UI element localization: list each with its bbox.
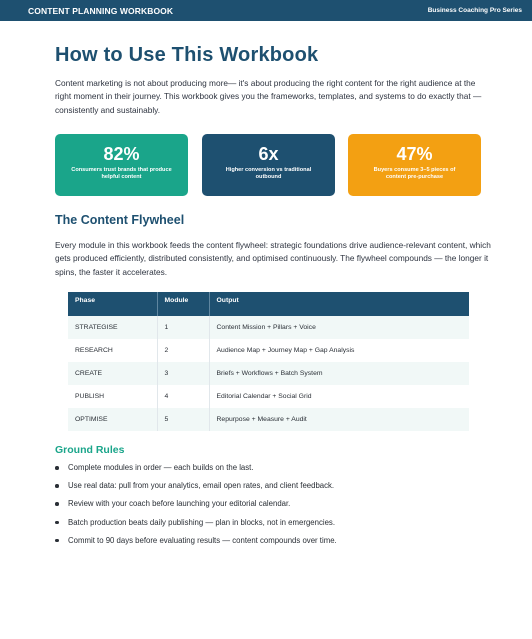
rule-text: Complete modules in order — each builds on the last. — [68, 463, 254, 472]
list-item — [55, 462, 495, 480]
flywheel-heading: The Content Flywheel — [55, 213, 185, 227]
ground-rules-heading: Ground Rules — [55, 444, 125, 456]
ground-rules-list — [55, 462, 495, 553]
module-table — [68, 292, 469, 431]
cell-module: 4 — [157, 385, 209, 408]
rule-text: Batch production beats daily publishing — plan in blocks, not in emergencies. — [68, 517, 335, 527]
table-row — [68, 408, 469, 431]
rule-text: Use real data: pull from your analytics, email open rates, and client feedback. — [68, 481, 335, 491]
list-item — [55, 498, 495, 516]
cell-output: Content Mission + Pillars + Voice — [209, 316, 469, 339]
list-item — [55, 517, 495, 535]
workbook-brand: CONTENT PLANNING WORKBOOK — [28, 5, 174, 16]
table-row — [68, 316, 469, 339]
page-title: How to Use This Workbook — [55, 44, 319, 66]
series-name: Business Coaching Pro Series — [427, 7, 522, 14]
stat-label: Buyers consume 3–5 pieces of content pre-purchase — [373, 167, 456, 181]
bullet-icon — [55, 484, 59, 488]
stat-label: Higher conversion vs traditional outbound — [225, 167, 312, 181]
cell-output: Repurpose + Measure + Audit — [209, 408, 469, 431]
cell-module: 1 — [157, 316, 209, 339]
header-bar — [0, 0, 532, 21]
cell-phase: PUBLISH — [68, 385, 157, 408]
table-row — [68, 339, 469, 362]
cell-module: 5 — [157, 408, 209, 431]
list-item — [55, 535, 495, 553]
cell-phase: RESEARCH — [68, 339, 157, 362]
column-header-output: Output — [209, 292, 469, 316]
cell-output: Editorial Calendar + Social Grid — [216, 393, 312, 400]
cell-module: 3 — [157, 362, 209, 385]
stat-value: 6x — [258, 144, 279, 164]
intro-paragraph: Content marketing is not about producing more— it's about producing the right content for the right audience at the right moment in their journey. This workbook gives you the frameworks, templates, and systems to do exactly that — consistently and sustainably. — [55, 78, 482, 115]
table-row — [68, 362, 469, 385]
bullet-icon — [55, 466, 59, 470]
bullet-icon — [55, 539, 59, 543]
cell-phase: OPTIMISE — [68, 408, 157, 431]
cell-module: 2 — [157, 339, 209, 362]
rule-text: Commit to 90 days before evaluating results — content compounds over time. — [68, 535, 337, 545]
table-row — [68, 385, 469, 408]
list-item — [55, 480, 495, 498]
column-header-module: Module — [157, 292, 209, 316]
table-header-row — [68, 292, 469, 316]
bullet-icon — [55, 502, 59, 506]
rule-text: Review with your coach before launching your editorial calendar. — [68, 499, 291, 509]
cell-output: Audience Map + Journey Map + Gap Analysis — [216, 347, 355, 354]
cell-phase: STRATEGISE — [68, 316, 157, 339]
cell-output: Briefs + Workflows + Batch System — [209, 362, 469, 385]
stat-card-conversion — [202, 134, 335, 196]
stat-card-trust — [55, 134, 188, 196]
stat-label: Consumers trust brands that produce helpful content — [71, 167, 172, 181]
bullet-icon — [55, 521, 59, 525]
stat-value: 82% — [103, 144, 140, 164]
stat-card-buyers — [348, 134, 481, 196]
cell-phase: CREATE — [68, 362, 157, 385]
flywheel-paragraph: Every module in this workbook feeds the content flywheel: strategic foundations drive audience-relevant content, which gets produced efficiently, distributed consistently, and optimised continuously. The flywheel compounds — the longer it spins, the faster it accelerates. — [55, 240, 491, 277]
stat-value: 47% — [396, 144, 433, 164]
column-header-phase: Phase — [68, 292, 157, 316]
